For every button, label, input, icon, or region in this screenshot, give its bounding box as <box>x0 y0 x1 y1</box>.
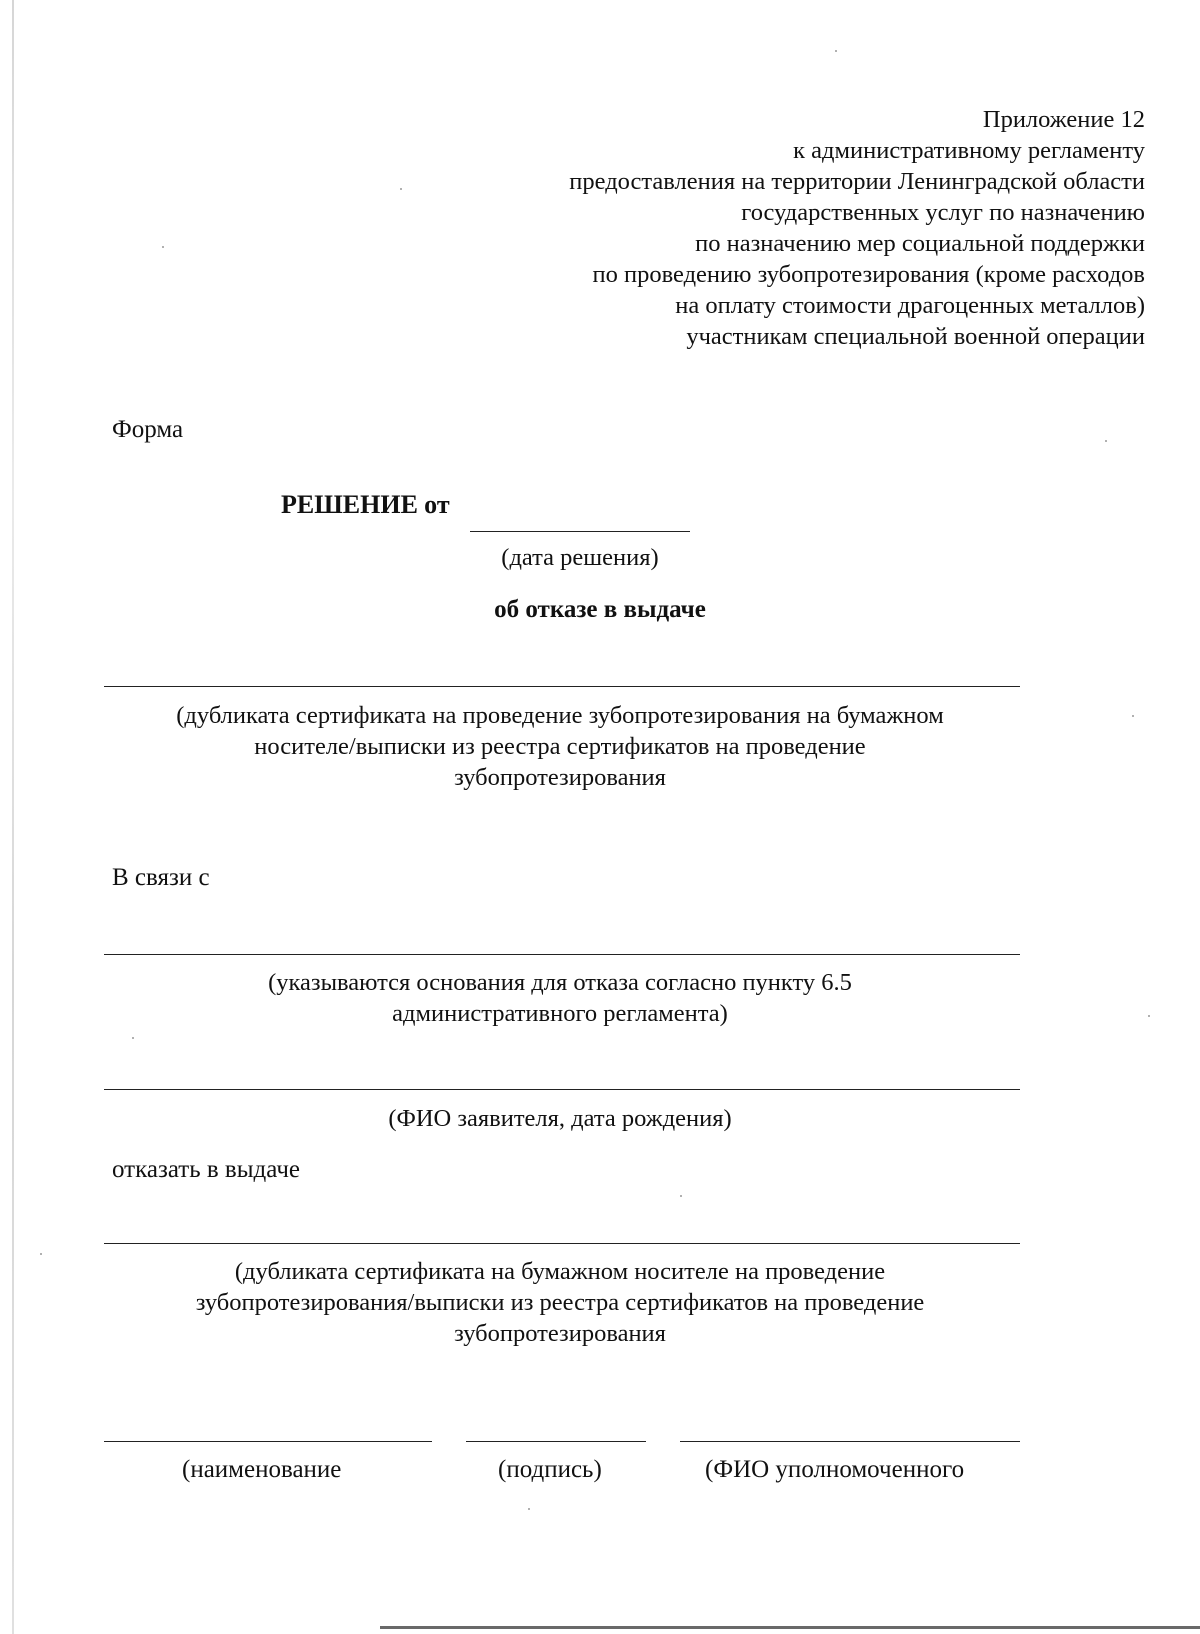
reason-label: В связи с <box>112 864 210 891</box>
scan-speck <box>528 1508 530 1510</box>
date-caption: (дата решения) <box>501 544 659 571</box>
document-type-caption <box>90 700 1030 793</box>
scan-speck <box>1148 1015 1150 1017</box>
header-line: на оплату стоимости драгоценных металлов) <box>675 292 1145 319</box>
scan-speck <box>400 188 402 190</box>
scan-speck <box>680 1195 682 1197</box>
refused-document-caption <box>90 1256 1030 1349</box>
header-line: Приложение 12 <box>982 106 1145 133</box>
applicant-caption: (ФИО заявителя, дата рождения) <box>388 1105 732 1132</box>
header-line: по проведению зубопротезирования (кроме расходов <box>592 261 1145 288</box>
header-line: к административному регламенту <box>793 137 1145 164</box>
refused-document-field[interactable] <box>104 1243 1020 1244</box>
header-line: предоставления на территории Ленинградской области <box>569 168 1145 195</box>
document-type-field[interactable] <box>104 686 1020 687</box>
header-line: участникам специальной военной операции <box>686 323 1145 350</box>
scan-speck <box>1132 715 1134 717</box>
decision-title-from: от <box>424 490 450 519</box>
signature-caption: (подпись) <box>498 1456 602 1483</box>
scan-speck <box>835 50 837 52</box>
refuse-label: отказать в выдаче <box>112 1156 301 1183</box>
organization-name-caption: (наименование <box>182 1456 342 1483</box>
applicant-field[interactable] <box>104 1089 1020 1090</box>
scan-speck <box>132 1037 134 1039</box>
scan-left-edge <box>12 0 14 1634</box>
scan-speck <box>162 246 164 248</box>
authorized-person-field[interactable] <box>680 1441 1020 1442</box>
decision-date-field[interactable] <box>470 531 690 532</box>
scan-speck <box>40 1253 42 1255</box>
decision-title <box>281 490 450 520</box>
caption-line: зубопротезирования <box>454 1320 666 1347</box>
decision-subtitle: об отказе в выдаче <box>494 596 706 623</box>
scan-speck <box>1105 440 1107 442</box>
caption-line: (указываются основания для отказа согласно пункту 6.5 <box>268 969 852 996</box>
signature-field[interactable] <box>466 1441 646 1442</box>
scan-bottom-edge <box>380 1626 1200 1629</box>
caption-line: носителе/выписки из реестра сертификатов на проведение <box>254 733 866 760</box>
caption-line: зубопротезирования <box>454 764 666 791</box>
decision-title-main: РЕШЕНИЕ <box>281 490 418 519</box>
form-label: Форма <box>112 416 184 443</box>
authorized-person-caption: (ФИО уполномоченного <box>705 1456 965 1483</box>
organization-name-field[interactable] <box>104 1441 432 1442</box>
header-line: государственных услуг по назначению <box>741 199 1145 226</box>
reason-field[interactable] <box>104 954 1020 955</box>
header-line: по назначению мер социальной поддержки <box>695 230 1145 257</box>
caption-line: (дубликата сертификата на проведение зубопротезирования на бумажном <box>176 702 944 729</box>
appendix-header <box>425 104 1145 352</box>
caption-line: (дубликата сертификата на бумажном носителе на проведение <box>234 1258 886 1285</box>
caption-line: зубопротезирования/выписки из реестра сертификатов на проведение <box>195 1289 925 1316</box>
caption-line: административного регламента) <box>392 1000 728 1027</box>
reason-caption <box>90 967 1030 1029</box>
